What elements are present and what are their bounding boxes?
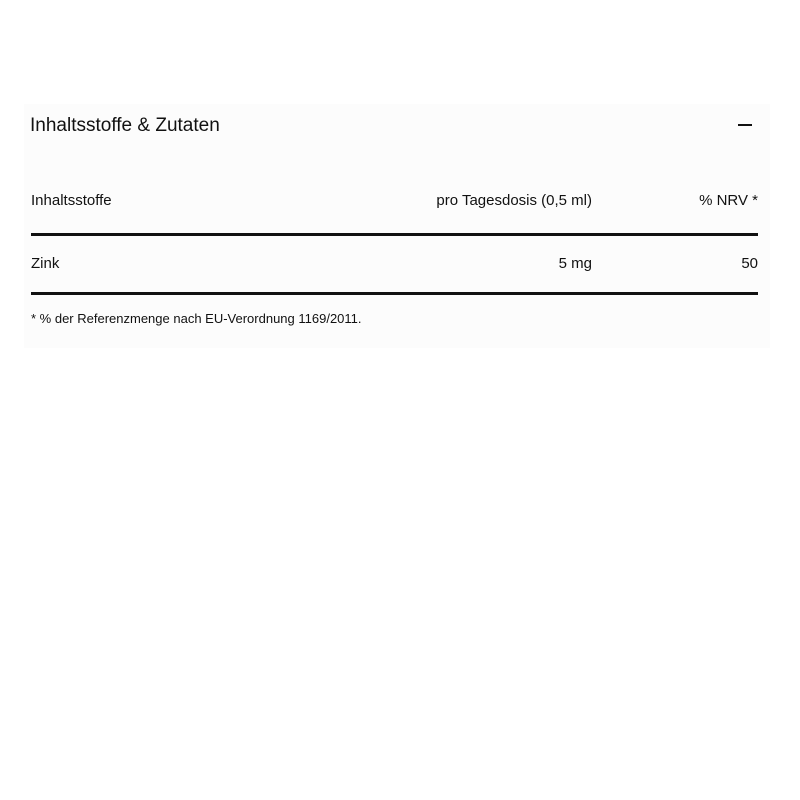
table-row	[31, 236, 758, 292]
header-per-dose: pro Tagesdosis (0,5 ml)	[436, 192, 592, 209]
cell-per-dose: 5 mg	[558, 255, 592, 272]
minus-icon[interactable]	[737, 116, 753, 136]
cell-nrv: 50	[741, 255, 758, 272]
table-header-row	[31, 188, 758, 216]
cell-ingredient: Zink	[31, 255, 60, 272]
table-divider	[31, 292, 758, 295]
footnote: * % der Referenzmenge nach EU-Verordnung 1169/2011.	[31, 311, 362, 326]
ingredients-accordion-header[interactable]	[24, 104, 770, 148]
header-ingredient: Inhaltsstoffe	[31, 192, 112, 209]
accordion-title: Inhaltsstoffe & Zutaten	[30, 115, 220, 136]
nutrition-table	[31, 188, 758, 295]
header-nrv: % NRV *	[699, 192, 758, 209]
ingredients-accordion-panel	[24, 104, 770, 348]
